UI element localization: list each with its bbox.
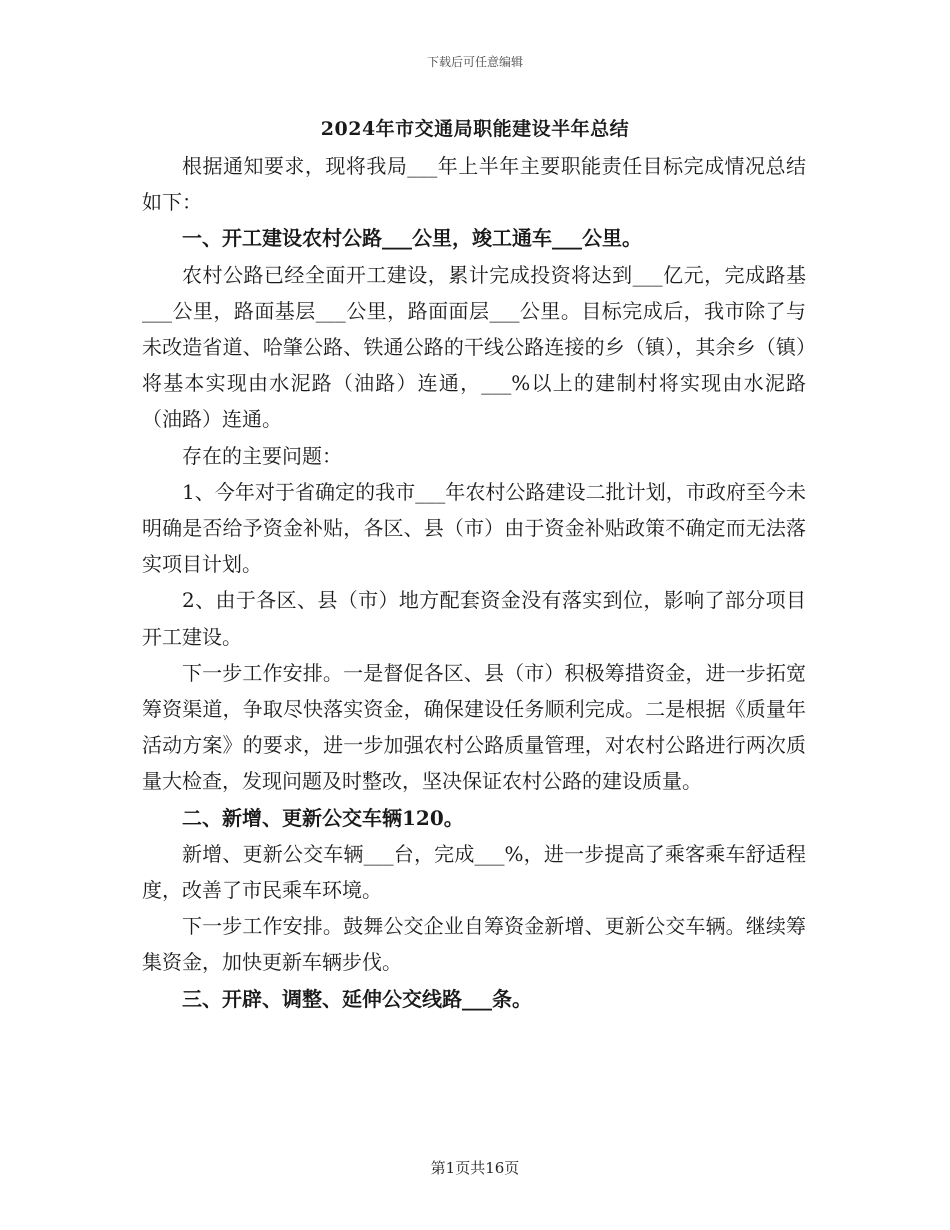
section-heading-2: 二、新增、更新公交车辆120。 [182,805,464,830]
document-title: 2024年市交通局职能建设半年总结 [320,118,630,140]
paragraph: 2、由于各区、县（市）地方配套资金没有落实到位，影响了部分项目开工建设。 [142,588,806,649]
paragraph: 新增、更新公交车辆___台，完成___%，进一步提高了乘客乘车舒适程度，改善了市民乘车环境。 [142,841,806,903]
page-number: 第1页共16页 [430,1159,520,1177]
section-heading-3: 三、开辟、调整、延伸公交线路___条。 [182,986,532,1011]
page-header-note: 下载后可任意编辑 [426,55,523,69]
paragraph: 下一步工作安排。一是督促各区、县（市）积极筹措资金，进一步拓宽筹资渠道，争取尽快落实资金，确保建设任务顺利完成。二是根据《质量年活动方案》的要求，进一步加强农村公路质量管理，对农村公路进行两次质量大检查，发现问题及时整改，坚决保证农村公路的建设质量。 [142,660,806,794]
paragraph: 1、今年对于省确定的我市___年农村公路建设二批计划，市政府至今未明确是否给予资金补贴，各区、县（市）由于资金补贴政策不确定而无法落实项目计划。 [142,479,806,577]
paragraph: 下一步工作安排。鼓舞公交企业自筹资金新增、更新公交车辆。继续筹集资金，加快更新车辆步伐。 [142,914,806,975]
paragraph-intro: 根据通知要求，现将我局___年上半年主要职能责任目标完成情况总结如下： [142,154,806,215]
document-body [142,148,806,1017]
paragraph: 存在的主要问题： [182,443,342,468]
paragraph: 农村公路已经全面开工建设，累计完成投资将达到___亿元，完成路基___公里，路面基层___公里，路面面层___公里。目标完成后，我市除了与未改造省道、哈肇公路、铁通公路的干线公路连接的乡（镇），其余乡（镇）将基本实现由水泥路（油路）连通，___%以上的建制村将实现由水泥路（油路）连通。 [142,262,806,432]
section-heading-1: 一、开工建设农村公路___公里，竣工通车___公里。 [182,226,642,251]
